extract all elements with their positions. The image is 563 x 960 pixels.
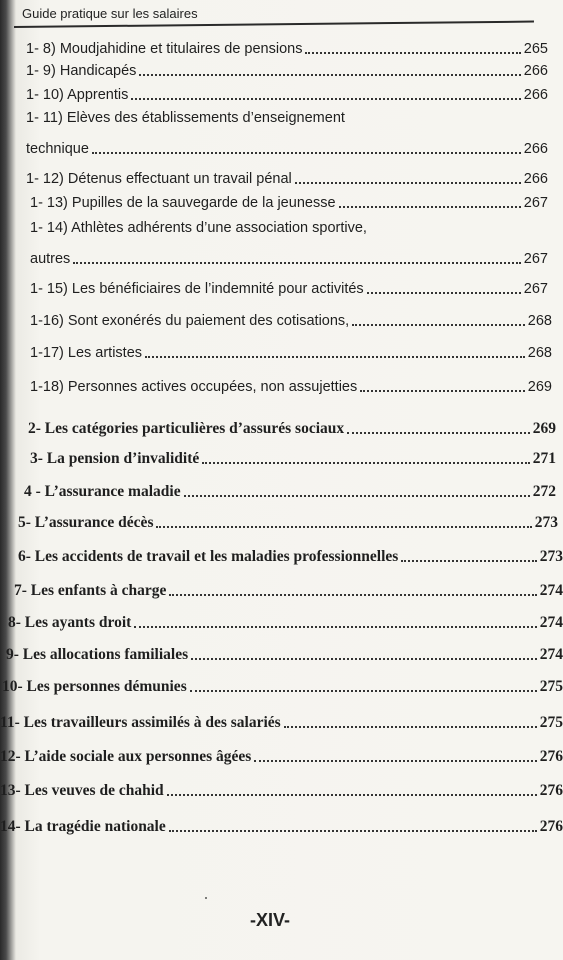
toc-entry — [28, 420, 556, 438]
toc-entry — [30, 280, 548, 298]
toc-page-number: 269 — [532, 420, 556, 437]
toc-page-number: 266 — [523, 87, 548, 103]
toc-page-number: 273 — [534, 514, 558, 531]
toc-dot-leader — [145, 356, 525, 358]
toc-dot-leader — [360, 390, 525, 392]
toc-entry-label: 5- L’assurance décès — [18, 514, 154, 531]
toc-page-number: 274 — [539, 614, 563, 631]
toc-dot-leader — [367, 292, 521, 294]
toc-entry-label: 12- L’aide sociale aux personnes âgées — [0, 748, 252, 765]
toc-entry-label: 1- 8) Moudjahidine et titulaires de pensions — [26, 41, 303, 57]
toc-dot-leader — [339, 206, 521, 208]
toc-page-number: 268 — [527, 313, 552, 329]
toc-page-number: 267 — [523, 195, 548, 211]
toc-entry — [0, 748, 563, 766]
toc-entry-label: 1-17) Les artistes — [30, 345, 143, 361]
toc-entry — [30, 250, 548, 268]
toc-entry-label: 1- 9) Handicapés — [26, 63, 137, 79]
toc-page-number: 275 — [539, 714, 563, 731]
toc-dot-leader — [305, 52, 520, 54]
toc-page-number: 276 — [539, 818, 563, 835]
toc-entry — [18, 514, 558, 532]
toc-page-number: 267 — [523, 251, 548, 267]
toc-entry — [8, 614, 563, 632]
toc-entry — [30, 378, 552, 396]
toc-entry-label: 1- 11) Elèves des établissements d’enseignement — [26, 110, 345, 126]
toc-page-number: 267 — [523, 281, 548, 297]
toc-page-number: 274 — [539, 646, 563, 663]
toc-entry-continuation: autres — [30, 251, 71, 267]
toc-dot-leader — [134, 626, 536, 628]
toc-entry — [0, 818, 563, 836]
toc-dot-leader — [169, 830, 537, 832]
toc-entry-label: 14- La tragédie nationale — [0, 818, 166, 835]
toc-entry — [24, 483, 556, 501]
toc-entry — [30, 344, 552, 362]
toc-entry-label: 11- Les travailleurs assimilés à des salariés — [0, 714, 281, 731]
toc-dot-leader — [139, 74, 520, 76]
toc-dot-leader — [92, 152, 521, 154]
toc-entry — [6, 646, 563, 664]
toc-entry — [2, 678, 563, 696]
toc-entry — [30, 312, 552, 330]
toc-page-number: 274 — [539, 582, 563, 599]
toc-page-number: 271 — [532, 450, 556, 467]
toc-entry-label: 4 - L’assurance maladie — [24, 483, 181, 500]
page-number: -XIV- — [250, 910, 291, 930]
toc-entry-label: 7- Les enfants à charge — [14, 582, 167, 599]
toc-entry — [30, 194, 548, 212]
toc-dot-leader — [131, 98, 520, 100]
toc-page-number: 273 — [539, 548, 563, 565]
toc-entry-label: 1- 10) Apprentis — [26, 87, 129, 103]
toc-dot-leader — [156, 526, 531, 528]
toc-entry — [26, 40, 548, 58]
toc-dot-leader — [190, 690, 537, 692]
toc-page-number: 268 — [527, 345, 552, 361]
toc-entry — [26, 170, 548, 188]
toc-page-number: 276 — [539, 748, 563, 765]
toc-dot-leader — [254, 760, 536, 762]
toc-entry — [18, 548, 563, 566]
toc-entry — [30, 450, 556, 468]
page-header-title: Guide pratique sur les salaires — [22, 6, 198, 21]
toc-entry-label: 10- Les personnes démunies — [2, 678, 187, 695]
toc-dot-leader — [167, 794, 537, 796]
toc-entry — [26, 86, 548, 104]
toc-dot-leader — [73, 262, 520, 264]
toc-dot-leader — [169, 594, 536, 596]
toc-entry-continuation: technique — [26, 141, 89, 157]
toc-entry — [26, 140, 548, 158]
toc-entry — [0, 782, 563, 800]
toc-page-number: 266 — [523, 171, 548, 187]
toc-entry-label: 1- 14) Athlètes adhérents d’une association sportive, — [30, 220, 367, 236]
toc-page-number: 269 — [527, 379, 552, 395]
toc-entry-label: 1-16) Sont exonérés du paiement des cotisations, — [30, 313, 350, 329]
toc-page-number: 265 — [523, 41, 548, 57]
toc-entry-label: 1- 12) Détenus effectuant un travail pénal — [26, 171, 292, 187]
toc-dot-leader — [202, 462, 530, 464]
toc-entry-label: 13- Les veuves de chahid — [0, 782, 164, 799]
toc-page-number: 272 — [532, 483, 556, 500]
toc-page-number: 266 — [523, 63, 548, 79]
toc-dot-leader — [401, 560, 536, 562]
toc-entry — [26, 62, 548, 80]
toc-page-number: 266 — [523, 141, 548, 157]
toc-entry — [0, 714, 563, 732]
toc-dot-leader — [347, 432, 530, 434]
toc-entry-label: 1-18) Personnes actives occupées, non assujetties — [30, 379, 358, 395]
toc-entry-label: 3- La pension d’invalidité — [30, 450, 200, 467]
toc-page-number: 275 — [539, 678, 563, 695]
toc-page-number: 276 — [539, 782, 563, 799]
toc-entry-label: 9- Les allocations familiales — [6, 646, 189, 663]
toc-entry-label: 8- Les ayants droit — [8, 614, 132, 631]
toc-entry-label: 1- 13) Pupilles de la sauvegarde de la jeunesse — [30, 195, 336, 211]
toc-dot-leader — [184, 495, 530, 497]
toc-entry — [14, 582, 563, 600]
toc-dot-leader — [295, 182, 521, 184]
toc-entry-label: 6- Les accidents de travail et les maladies professionnelles — [18, 548, 399, 565]
toc-entry-label: 2- Les catégories particulières d’assurés sociaux — [28, 420, 345, 437]
toc-dot-leader — [191, 658, 537, 660]
paper-speck — [205, 897, 207, 899]
toc-dot-leader — [284, 726, 537, 728]
toc-entry-label: 1- 15) Les bénéficiaires de l’indemnité pour activités — [30, 281, 364, 297]
toc-dot-leader — [352, 324, 525, 326]
